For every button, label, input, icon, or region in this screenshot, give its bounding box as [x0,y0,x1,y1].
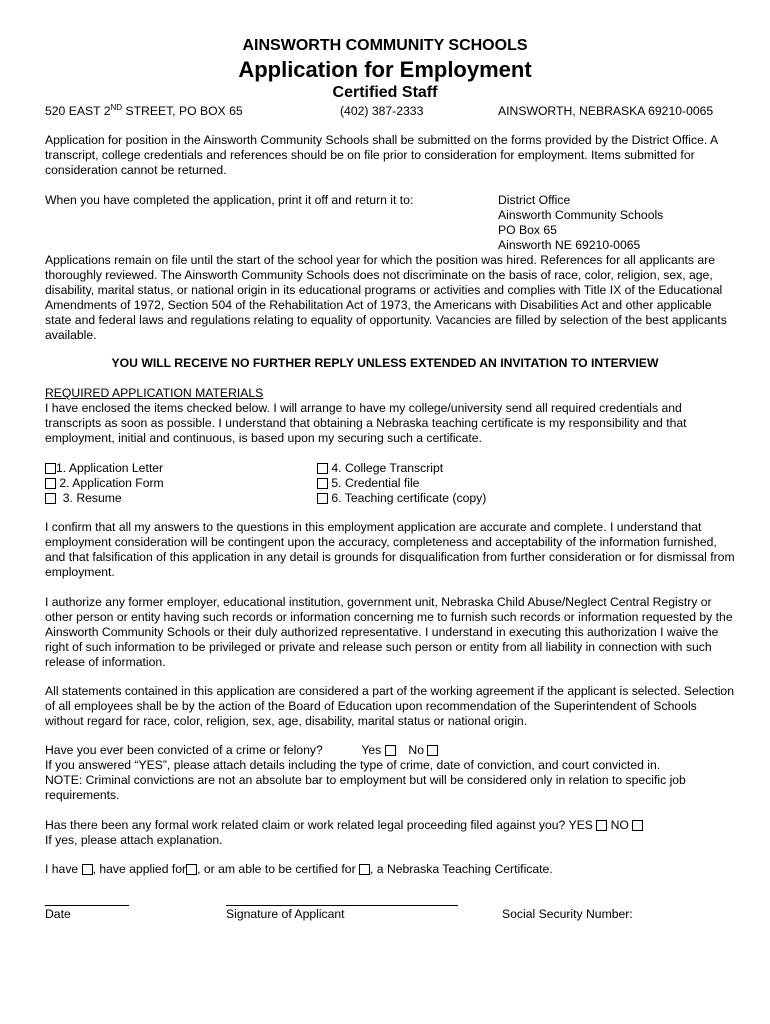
crime-yes-checkbox[interactable] [385,745,396,756]
return-address: District Office Ainsworth Community Schools PO Box 65 Ainsworth NE 69210-0065 [498,193,664,252]
materials-paragraph: I have enclosed the items checked below. I will arrange to have my college/university send all required credentials and transcripts as soon as possible. I understand that obtaining a Nebraska teaching certificate is my responsibility and that employment, initial and continuous, is based upon my securing such a certificate. [45,401,687,445]
signature-line[interactable] [226,905,458,906]
list-item: 2. Application Form [45,476,164,491]
teaching-certificate-checkbox[interactable] [317,493,328,504]
certificate-statement: I have , have applied for , or am able to be certified for , a Nebraska Teaching Certificate. [45,862,553,876]
page-title: Application for Employment [238,57,532,82]
claim-no-checkbox[interactable] [632,820,643,831]
return-instruction: When you have completed the application, print it off and return it to: [45,193,414,207]
crime-detail: If you answered “YES”, please attach details including the type of crime, date of conviction, and court convicted in. [45,758,661,772]
materials-heading: REQUIRED APPLICATION MATERIALS [45,386,264,400]
crime-question: Have you ever been convicted of a crime or felony? Yes No [45,743,438,757]
materials-right-list [317,461,486,506]
list-item: 4. College Transcript [317,461,486,476]
resume-checkbox[interactable] [45,493,56,504]
claim-detail: If yes, please attach explanation. [45,833,223,847]
application-letter-checkbox[interactable] [45,463,56,474]
claim-question: Has there been any formal work related claim or work related legal proceeding filed against you? YES NO [45,818,643,832]
confirm-paragraph: I confirm that all my answers to the questions in this employment application are accurate and complete. I understand that employment consideration will be contingent upon the accuracy, completeness and acceptability of the information furnished, and that falsification of this application in any detail is grounds for disqualification from further consideration or for dismissal from employment. [45,520,735,579]
policy-paragraph: Applications remain on file until the start of the school year for which the position was hired. References for all applicants are thoroughly reviewed. The Ainsworth Community Schools does not discriminate on the basis of race, color, religion, sex, age, disability, marital status, or national origin in its educational programs or activities and complies with Title IX of the Educational Amendments of 1972, Section 504 of the Rehabilitation Act of 1973, the Americans with Disabilities Act and other applicable state and federal laws and regulations relating to equality of opportunity. Vacancies are filled by selection of the best applicants available. [45,253,727,342]
college-transcript-checkbox[interactable] [317,463,328,474]
list-item: 3. Resume [45,491,164,506]
authorize-paragraph: I authorize any former employer, educational institution, government unit, Nebraska Child Abuse/Neglect Central Registry or other person or entity having such records or information concerning me to furnish such records or information requested by the Ainsworth Community Schools or their duly authorized representative. I understand in executing this authorization I waive the right of such information to be privileged or private and release such person or entity from all liability in connection with such release of information. [45,595,733,669]
list-item: 6. Teaching certificate (copy) [317,491,486,506]
city-state-zip: AINSWORTH, NEBRASKA 69210-0065 [498,104,714,118]
phone-number: (402) 387-2333 [340,104,424,118]
applied-certificate-checkbox[interactable] [186,864,197,875]
claim-yes-checkbox[interactable] [596,820,607,831]
ssn-label: Social Security Number: [502,907,633,921]
school-name: AINSWORTH COMMUNITY SCHOOLS [242,37,528,54]
street-address: 520 EAST 2ND STREET, PO BOX 65 [45,103,243,118]
statements-paragraph: All statements contained in this application are considered a part of the working agreement if the applicant is selected. Selection of all employees shall be by the action of the Board of Education upon recommendation of the Superintendent of Schools without regard for race, color, religion, sex, age, disability, marital status or national origin. [45,684,734,728]
materials-left-list [45,461,164,506]
interview-notice: YOU WILL RECEIVE NO FURTHER REPLY UNLESS EXTENDED AN INVITATION TO INTERVIEW [111,356,659,370]
list-item: 1. Application Letter [45,461,164,476]
credential-file-checkbox[interactable] [317,478,328,489]
eligible-certificate-checkbox[interactable] [359,864,370,875]
date-label: Date [45,907,71,921]
signature-label: Signature of Applicant [226,907,345,921]
page-subtitle: Certified Staff [332,84,438,101]
list-item: 5. Credential file [317,476,486,491]
crime-note: NOTE: Criminal convictions are not an absolute bar to employment but will be considered only in relation to specific job requirements. [45,773,686,802]
application-form-checkbox[interactable] [45,478,56,489]
crime-no-checkbox[interactable] [427,745,438,756]
date-line[interactable] [45,905,129,906]
intro-paragraph: Application for position in the Ainsworth Community Schools shall be submitted on the forms provided by the District Office. A transcript, college credentials and references should be on file prior to consideration for employment. Items submitted for consideration cannot be returned. [45,133,718,177]
have-certificate-checkbox[interactable] [82,864,93,875]
